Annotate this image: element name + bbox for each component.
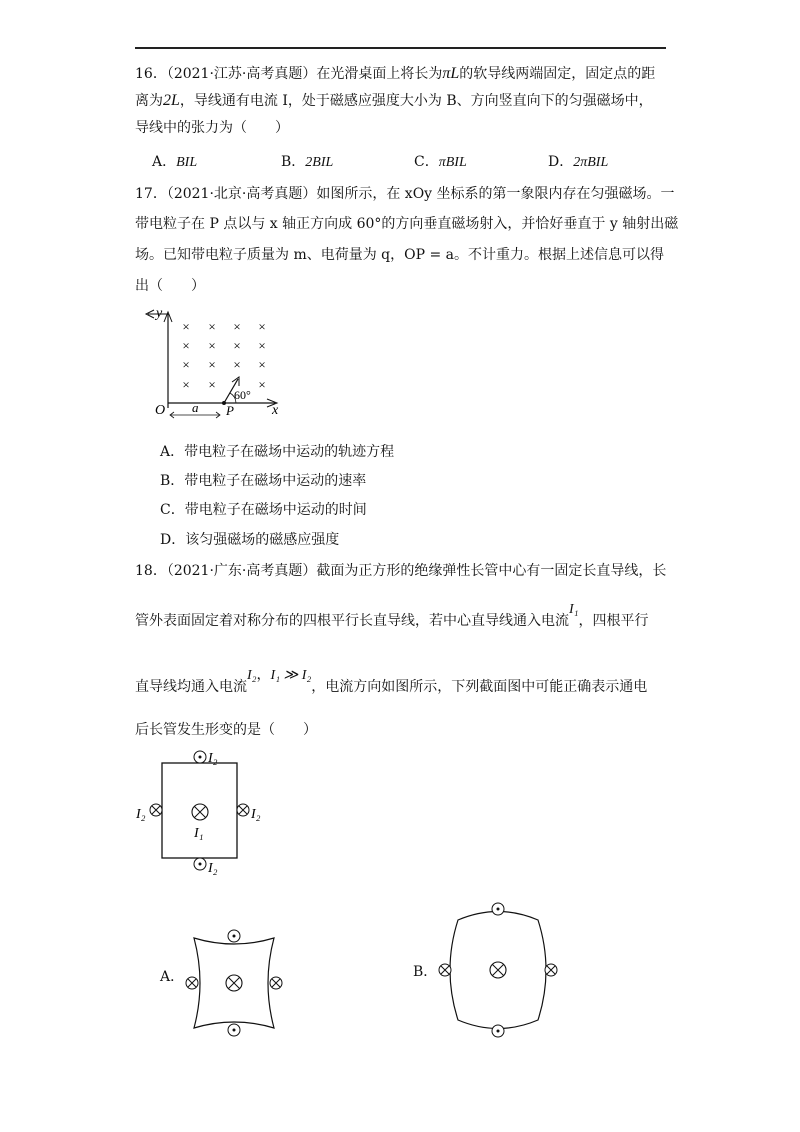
field-cross: × bbox=[233, 319, 241, 334]
field-cross: × bbox=[258, 357, 266, 372]
q17-option-d[interactable]: D．该匀强磁场的磁感应强度 bbox=[160, 532, 340, 548]
q18-text: 直导线均通入电流 bbox=[135, 679, 247, 695]
q17-figure bbox=[140, 300, 290, 425]
angle-label: 60° bbox=[234, 388, 251, 402]
q16-line-3: 导线中的张力为（ ） bbox=[135, 120, 289, 136]
dot-center bbox=[199, 756, 202, 759]
q18-text: 管外表面固定着对称分布的四根平行长直导线，若中心直导线通入电流 bbox=[135, 613, 569, 629]
field-cross: × bbox=[208, 319, 216, 334]
x-label: x bbox=[272, 403, 279, 418]
field-cross: × bbox=[208, 357, 216, 372]
q18-option-a-figure[interactable] bbox=[182, 922, 292, 1047]
q18-main-figure bbox=[130, 745, 280, 880]
q18-option-a-label[interactable]: A． bbox=[160, 969, 185, 985]
q18-separator: ， bbox=[256, 667, 271, 683]
label-i2-left: I₂ bbox=[136, 807, 146, 822]
velocity-arrowhead bbox=[232, 377, 239, 386]
field-cross: × bbox=[233, 357, 241, 372]
label-i2-right: I₂ bbox=[251, 807, 261, 822]
q17-line-3: 场。已知带电粒子质量为 m、电荷量为 q，OP = a。不计重力。根据上述信息可以得 bbox=[135, 247, 665, 263]
field-cross: × bbox=[258, 377, 266, 392]
q18-line-1: 18．（2021·广东·高考真题）截面为正方形的绝缘弹性长管中心有一固定长直导线，长 bbox=[135, 563, 667, 579]
q17-option-c[interactable]: C．带电粒子在磁场中运动的时间 bbox=[160, 502, 367, 518]
q18-symbol-i1-gg-i2: I₁ ≫ I₂ bbox=[270, 668, 312, 683]
dot-center bbox=[233, 935, 236, 938]
q16-text: 离为 bbox=[135, 93, 163, 109]
q16-option-b[interactable]: B．2BIL bbox=[281, 154, 334, 170]
q16-symbol-2L: 2L bbox=[163, 92, 180, 109]
field-cross: × bbox=[258, 319, 266, 334]
label-i1-center: I₁ bbox=[194, 826, 204, 841]
q17-line-2: 带电粒子在 P 点以与 x 轴正方向成 60°的方向垂直磁场射入，并恰好垂直于 y 轴射出磁 bbox=[135, 216, 679, 232]
field-cross: × bbox=[182, 338, 190, 353]
q16-option-c[interactable]: C．πBIL bbox=[414, 154, 467, 170]
field-cross: × bbox=[208, 338, 216, 353]
q16-text: ，导线通有电流 I，处于磁感应强度大小为 B、方向竖直向下的匀强磁场中， bbox=[179, 93, 653, 109]
q18-text: ，四根平行 bbox=[578, 613, 649, 629]
dot-center bbox=[497, 1030, 500, 1033]
label-i2-top: I₂ bbox=[208, 751, 218, 766]
y-label: y bbox=[156, 306, 163, 321]
q18-symbol-i1: I₁ bbox=[569, 602, 579, 617]
origin-label: O bbox=[155, 403, 166, 418]
field-cross: × bbox=[182, 319, 190, 334]
q18-option-b-label[interactable]: B． bbox=[413, 964, 438, 980]
q18-line-4: 后长管发生形变的是（ ） bbox=[135, 722, 317, 738]
a-label: a bbox=[192, 400, 199, 415]
q16-text: 16．（2021·江苏·高考真题）在光滑桌面上将长为 bbox=[135, 66, 443, 82]
field-cross: × bbox=[258, 338, 266, 353]
q16-option-a[interactable]: A．BIL bbox=[152, 154, 198, 170]
label-i2-bottom: I₂ bbox=[208, 861, 218, 876]
field-cross: × bbox=[208, 377, 216, 392]
q18-line-2 bbox=[135, 602, 649, 632]
q18-option-b-figure[interactable] bbox=[436, 898, 560, 1048]
q16-symbol-piL: πL bbox=[442, 65, 460, 82]
q18-symbol-i2: I₂ bbox=[247, 668, 257, 683]
q16-line-1 bbox=[135, 64, 655, 84]
q17-line-1: 17．（2021·北京·高考真题）如图所示，在 xOy 坐标系的第一象限内存在匀强磁场。一 bbox=[135, 186, 675, 202]
p-label: P bbox=[226, 403, 234, 418]
q17-option-a[interactable]: A．带电粒子在磁场中运动的轨迹方程 bbox=[160, 444, 395, 460]
dot-center bbox=[497, 908, 500, 911]
q18-line-3 bbox=[135, 667, 648, 698]
dot-center bbox=[233, 1029, 236, 1032]
dot-center bbox=[199, 863, 202, 866]
q16-text: 的软导线两端固定，固定点的距 bbox=[459, 66, 656, 82]
field-cross: × bbox=[182, 377, 190, 392]
field-cross: × bbox=[182, 357, 190, 372]
q16-option-d[interactable]: D．2πBIL bbox=[548, 154, 609, 170]
field-cross: × bbox=[233, 338, 241, 353]
q16-line-2 bbox=[135, 91, 653, 111]
magnetic-field-marks bbox=[182, 319, 265, 392]
q17-option-b[interactable]: B．带电粒子在磁场中运动的速率 bbox=[160, 473, 367, 489]
q17-line-4: 出（ ） bbox=[135, 278, 205, 294]
header-rule bbox=[135, 47, 666, 49]
q18-text: ，电流方向如图所示，下列截面图中可能正确表示通电 bbox=[311, 679, 648, 695]
